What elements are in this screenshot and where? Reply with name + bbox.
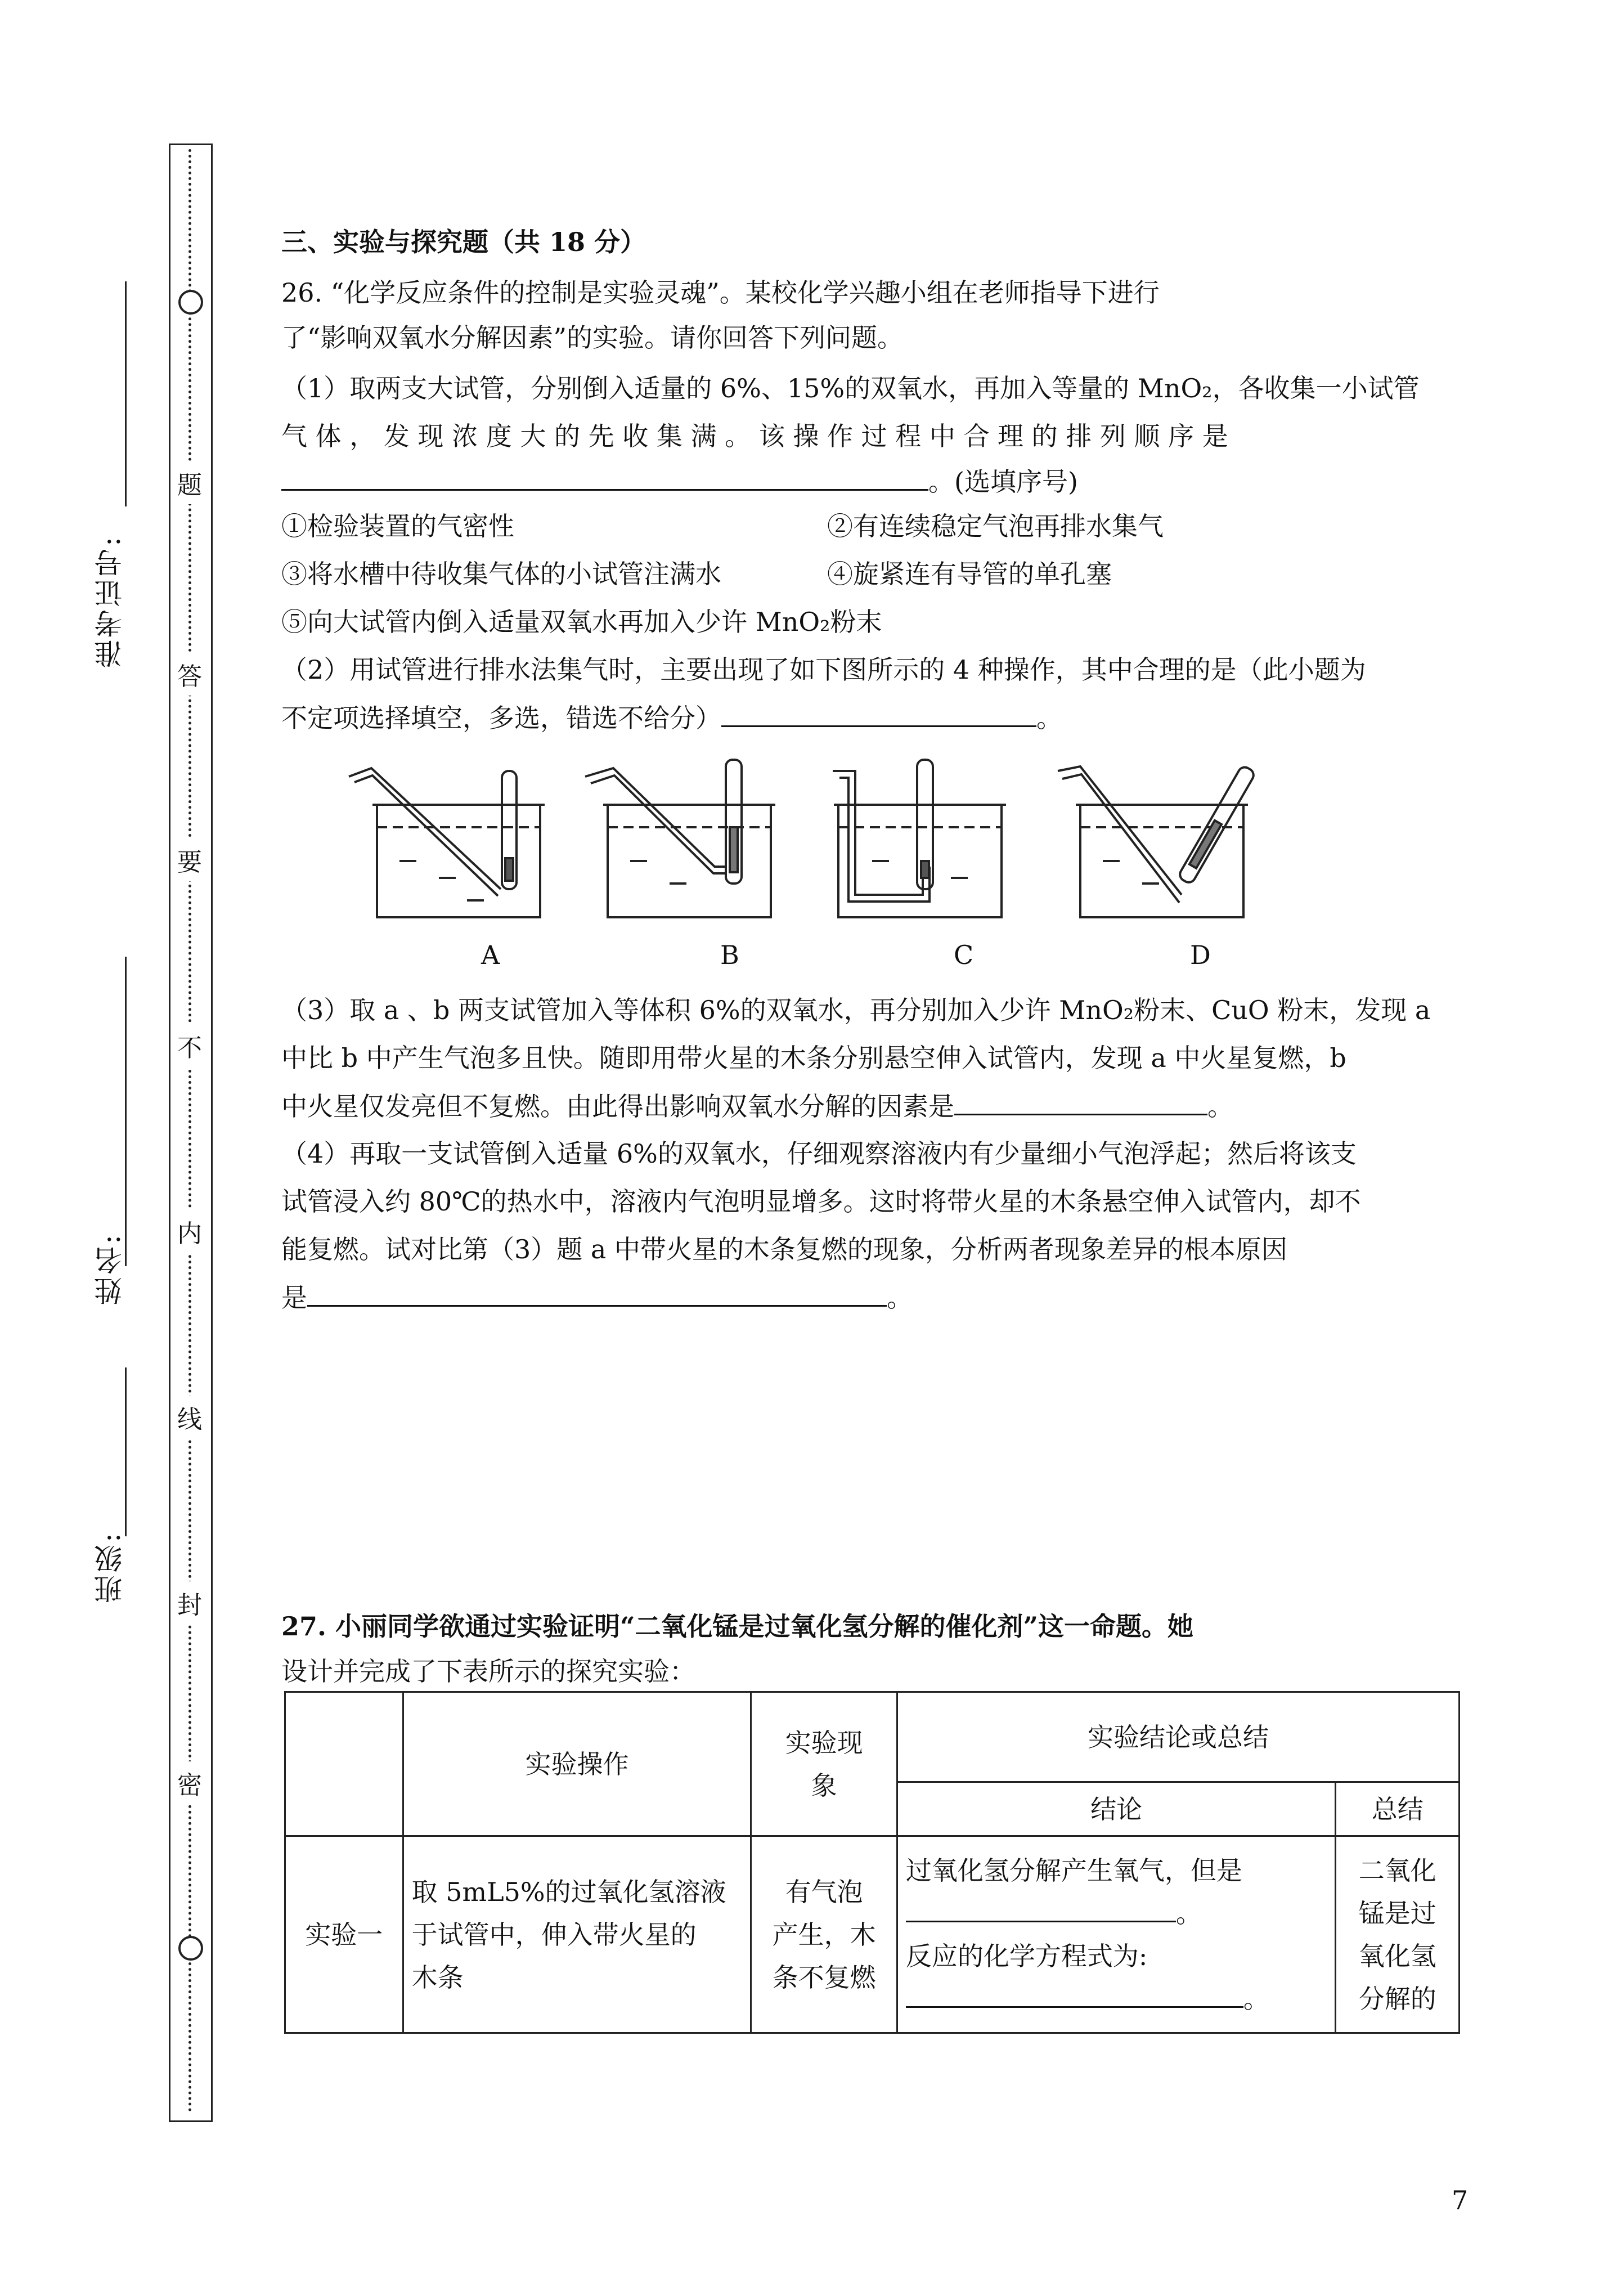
table-cell-experiment-name: 实验一 [285, 1836, 403, 2033]
q27-intro: 27. 小丽同学欲通过实验证明“二氧化锰是过氧化氢分解的催化剂”这一命题。她 [281, 1611, 1193, 1642]
q26-part2-text: （2）用试管进行排水法集气时，主要出现了如下图所示的 4 种操作，其中合理的是（此小题为 [281, 654, 1366, 685]
q26-part2-text: 不定项选择填空，多选，错选不给分） [281, 703, 721, 733]
gas-collection-figure [338, 748, 1294, 934]
q26-option: ①检验装置的气密性 [281, 511, 514, 541]
name-label: 姓名: [94, 1232, 127, 1305]
q26-part2-text: 。 [1036, 703, 1062, 733]
answer-blank-q26-2[interactable] [721, 701, 1036, 727]
class-line[interactable] [125, 1367, 127, 1536]
q26-option: ②有连续稳定气泡再排水集气 [827, 511, 1164, 541]
table-cell-summary: 二氧化 锰是过 氧化氢 分解的 [1336, 1836, 1460, 2033]
q26-intro: 了“影响双氧水分解因素”的实验。请你回答下列问题。 [281, 322, 904, 353]
setup-c [833, 760, 1006, 917]
exam-no-line[interactable] [125, 281, 127, 506]
setup-a [349, 768, 545, 917]
class-label: 班级: [94, 1531, 127, 1603]
answer-blank-q26-3[interactable] [954, 1089, 1207, 1115]
q27-intro: 设计并完成了下表所示的探究实验： [281, 1656, 695, 1687]
experiment-table [284, 1691, 1460, 2034]
q26-part3-text: 。 [1207, 1091, 1233, 1122]
table-subheader-conclusion: 结论 [897, 1782, 1336, 1836]
figure-label-d: D [1190, 940, 1211, 970]
figure-label-a: A [481, 940, 500, 970]
q26-part1-text: 气 体 ， 发 现 浓 度 大 的 先 收 集 满 。 该 操 作 过 程 中 合 理 的 排 列 顺 序 是 [281, 421, 1228, 451]
q26-part4-text: （4）再取一支试管倒入适量 6%的双氧水，仔细观察溶液内有少量细小气泡浮起；然后将该支 [281, 1138, 1357, 1169]
table-header-phenomenon: 实验现 象 [751, 1692, 897, 1836]
q26-part1-text: 。(选填序号) [928, 467, 1078, 497]
binding-char: 线 [176, 1396, 204, 1438]
binding-circle-top [178, 290, 203, 315]
table-header-empty [285, 1692, 403, 1836]
answer-blank-q27-1[interactable] [906, 1896, 1176, 1922]
setup-d [1058, 765, 1256, 917]
q26-part3-text: 中火星仅发亮但不复燃。由此得出影响双氧水分解的因素是 [281, 1091, 954, 1122]
q26-part4-text: 。 [887, 1282, 913, 1313]
answer-blank-q26-1[interactable] [281, 464, 928, 491]
binding-char: 答 [176, 653, 204, 696]
binding-char: 要 [176, 838, 204, 881]
table-header-operation: 实验操作 [403, 1692, 751, 1836]
page-number: 7 [1452, 2185, 1469, 2216]
binding-dotted-line [188, 149, 197, 2113]
answer-blank-q27-2[interactable] [906, 1981, 1243, 2008]
figure-label-b: B [720, 940, 739, 970]
exam-no-label: 准考证号: [94, 535, 127, 668]
q26-part1-text: （1）取两支大试管，分别倒入适量的 6%、15%的双氧水，再加入等量的 MnO₂，各收集一小试管 [281, 373, 1420, 403]
table-cell-operation: 取 5mL5%的过氧化氢溶液 于试管中，伸入带火星的 木条 [403, 1836, 751, 2033]
binding-char: 密 [176, 1761, 204, 1804]
q26-part4-text: 试管浸入约 80℃的热水中，溶液内气泡明显增多。这时将带火星的木条悬空伸入试管内，却不 [281, 1186, 1361, 1217]
q26-part3-text: 中比 b 中产生气泡多且快。随即用带火星的木条分别悬空伸入试管内，发现 a 中火星复燃，b [281, 1043, 1346, 1073]
table-cell-phenomenon: 有气泡 产生，木 条不复燃 [751, 1836, 897, 2033]
binding-char: 题 [176, 461, 204, 504]
table-header-conclusion: 实验结论或总结 [897, 1692, 1459, 1782]
q26-option: ③将水槽中待收集气体的小试管注满水 [281, 559, 721, 589]
figure-label-c: C [954, 940, 974, 970]
table-row [285, 1836, 1460, 2033]
q26-part4-text: 是 [281, 1282, 307, 1313]
q26-option: ④旋紧连有导管的单孔塞 [827, 559, 1112, 589]
binding-circle-bottom [178, 1936, 203, 1961]
q26-option: ⑤向大试管内倒入适量双氧水再加入少许 MnO₂粉末 [281, 607, 882, 637]
table-subheader-summary: 总结 [1336, 1782, 1460, 1836]
table-cell-conclusion: 过氧化氢分解产生氧气，但是 。 反应的化学方程式为: 。 [897, 1836, 1336, 2033]
setup-b [585, 760, 775, 917]
binding-char: 不 [176, 1024, 204, 1067]
name-line[interactable] [125, 957, 127, 1266]
q26-intro: 26. “化学反应条件的控制是实验灵魂”。某校化学兴趣小组在老师指导下进行 [281, 277, 1160, 308]
answer-blank-q26-4[interactable] [307, 1280, 887, 1307]
q26-part4-text: 能复燃。试对比第（3）题 a 中带火星的木条复燃的现象，分析两者现象差异的根本原因 [281, 1234, 1287, 1264]
binding-char: 内 [176, 1210, 204, 1253]
binding-char: 封 [176, 1581, 204, 1624]
section-title: 三、实验与探究题（共 18 分） [281, 227, 646, 257]
q26-part3-text: （3）取 a 、b 两支试管加入等体积 6%的双氧水，再分别加入少许 MnO₂粉末、CuO 粉末，发现 a [281, 995, 1431, 1025]
